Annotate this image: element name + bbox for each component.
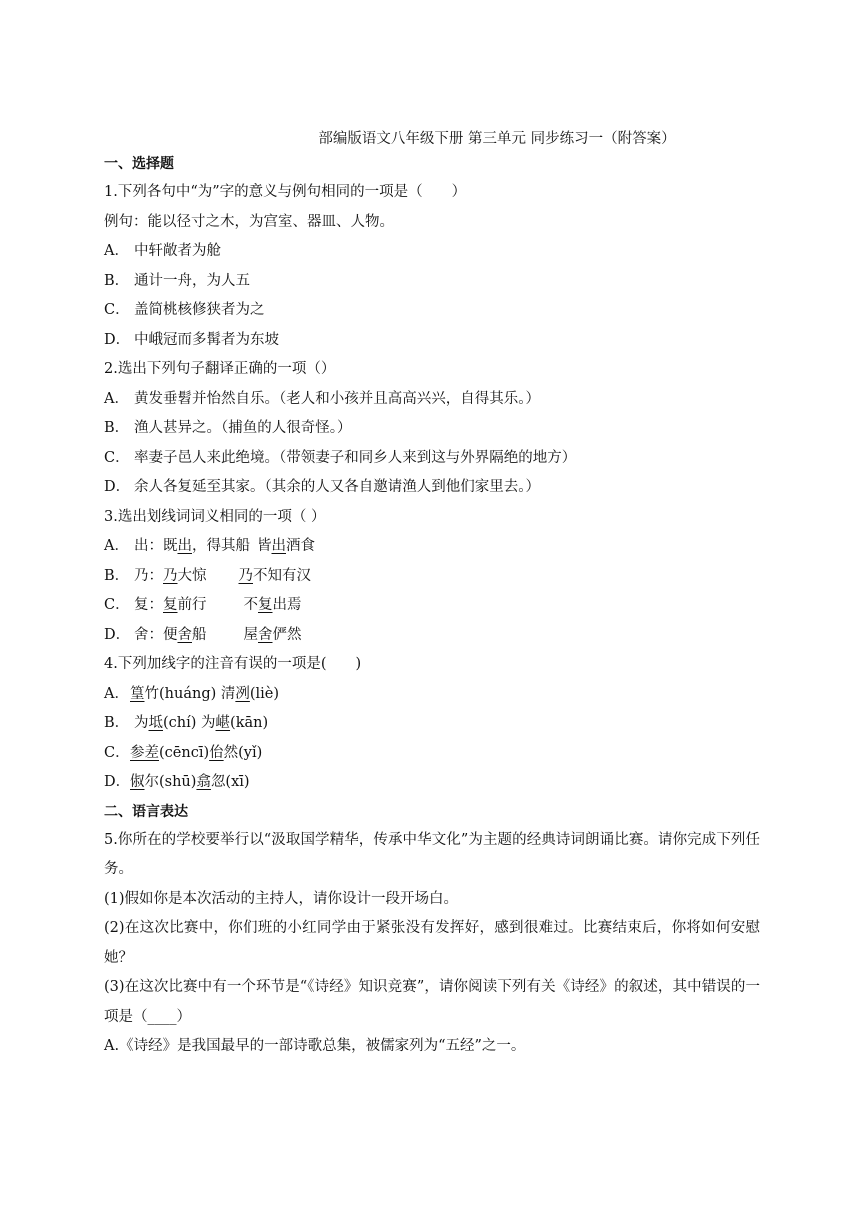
pinyin-text: (chí) 为 [163,715,216,731]
phrase-2-post: 酒食 [286,538,315,554]
phrase-1-underlined: 出 [177,538,192,554]
phrase-1-pre: 便 [163,626,178,643]
phrase-2-underlined: 复 [258,597,273,613]
question-5-task-1: (1)假如你是本次活动的主持人，请你设计一段开场白。 [104,890,459,907]
question-1-stem: 1.下列各句中“为”字的意义与例句相同的一项是（ ） [104,184,467,200]
question-4-option-a [104,680,760,710]
question-5-option-a: A.《诗经》是我国最早的一部诗歌总集，被儒家列为“五经”之一。 [104,1038,526,1054]
option-text: 盖简桃核修狭者为之 [134,302,265,318]
phrase-1-post: 船 [192,626,207,643]
question-3-option-c [104,591,760,621]
option-key: 舍： [134,626,163,643]
pinyin-underlined: 佁 [209,744,224,761]
pinyin-text: 竹(huáng) [144,685,221,702]
option-label: B． [104,715,130,731]
question-2-option-a [104,385,760,415]
option-key: 出： [134,538,163,554]
question-3-option-b [104,562,760,592]
phrase-2-pre: 不 [243,597,258,613]
phrase-2-pre: 屋 [243,626,258,643]
phrase-1-pre: 既 [163,538,178,554]
option-key: 复： [134,597,163,613]
option-label: C． [104,744,130,761]
pinyin-text: 忽(xī) [210,774,250,790]
question-1-option-b [104,267,760,297]
section-heading-expression: 二、语言表达 [104,803,188,820]
question-2-stem: 2.选出下列句子翻译正确的一项（） [104,361,336,377]
option-label: C． [104,597,130,613]
option-label: D． [104,479,131,495]
question-3-option-a [104,532,760,562]
phrase-2-post: 出焉 [272,597,302,613]
option-label: D． [104,331,131,348]
question-1-example: 例句：能以径寸之木，为宫室、器皿、人物。 [104,213,394,230]
pinyin-underlined: 翕 [196,774,211,790]
option-text: 通计一舟，为人五 [134,272,250,289]
option-label: B． [104,420,130,436]
phrase-1-underlined: 复 [163,597,178,613]
question-5-task-2: (2)在这次比赛中，你们班的小红同学由于紧张没有发挥好，感到很难过。比赛结束后，你将如何安慰她？ [104,920,760,966]
pinyin-underlined: 坻 [148,715,163,731]
question-1-option-a [104,237,760,267]
pinyin-text: (cēncī) [159,744,210,761]
question-2-option-d [104,473,760,503]
question-4-option-d [104,768,760,798]
phrase-1-post: 大惊 [177,567,207,584]
option-label: A． [104,390,129,407]
option-text: 渔人甚异之。（捕鱼的人很奇怪。） [134,420,352,436]
option-label: A． [104,243,129,259]
question-4-stem: 4.下列加线字的注音有误的一项是( ) [104,656,362,672]
option-label: B． [104,272,130,289]
option-label: C． [104,449,130,466]
question-1-option-d [104,326,760,356]
pinyin-text: 尔(shū) [144,774,197,790]
option-label: D． [104,626,131,643]
question-2-option-b [104,414,760,444]
phrase-2-post: 不知有汉 [253,567,311,584]
option-label: D． [104,774,131,790]
option-text: 率妻子邑人来此绝境。（带领妻子和同乡人来到这与外界隔绝的地方） [134,449,577,466]
phrase-2-post: 俨然 [272,626,302,643]
phrase-2-underlined: 舍 [258,626,273,643]
document-content [104,128,760,1062]
option-label: C． [104,302,130,318]
pinyin-text: 清 [220,685,236,702]
option-label: A． [104,538,129,554]
pinyin-underlined: 冽 [235,685,250,702]
question-3-stem: 3.选出划线词词义相同的一项（ ） [104,508,326,525]
pinyin-underlined: 参差 [130,744,159,761]
pinyin-text: (kān) [230,715,269,731]
question-5-stem: 5.你所在的学校要举行以“汲取国学精华，传承中华文化”为主题的经典诗词朗诵比赛。请你完成下列任务。 [104,831,760,877]
pinyin-text: 为 [134,715,149,731]
question-1-option-c [104,296,760,326]
phrase-1-underlined: 舍 [177,626,192,643]
phrase-1-post: 前行 [177,597,207,613]
option-text: 余人各复延至其家。（其余的人又各自邀请渔人到他们家里去。） [134,479,540,495]
pinyin-underlined: 俶 [130,774,145,790]
phrase-1-underlined: 乃 [163,567,178,584]
option-label: A． [104,685,129,702]
phrase-2-underlined: 出 [271,538,286,554]
option-label: B． [104,567,130,584]
question-4-option-c [104,739,760,769]
option-text: 中峨冠而多髯者为东坡 [134,331,279,348]
option-text: 黄发垂髫并怡然自乐。（老人和小孩并且高高兴兴，自得其乐。） [134,390,540,407]
option-text: 中轩敞者为舱 [134,243,221,259]
phrase-2-underlined: 乃 [238,567,253,584]
pinyin-underlined: 嵁 [215,715,231,731]
phrase-2-pre: 皆 [257,538,272,554]
pinyin-text: (liè) [249,685,280,702]
question-2-option-c [104,444,760,474]
question-3-option-d [104,621,760,651]
pinyin-text: 然(yǐ) [223,744,263,761]
phrase-1-post: ，得其船 [192,538,250,554]
option-key: 乃： [134,567,163,584]
section-heading-choice: 一、选择题 [104,156,174,172]
pinyin-underlined: 篁 [130,685,145,702]
document-title: 部编版语文八年级下册 第三单元 同步练习一（附答案） [318,131,676,147]
question-5-task-3: (3)在这次比赛中有一个环节是“《诗经》知识竞赛”，请你阅读下列有关《诗经》的叙述，其中错误的一项是（____） [104,979,760,1025]
question-4-option-b [104,709,760,739]
